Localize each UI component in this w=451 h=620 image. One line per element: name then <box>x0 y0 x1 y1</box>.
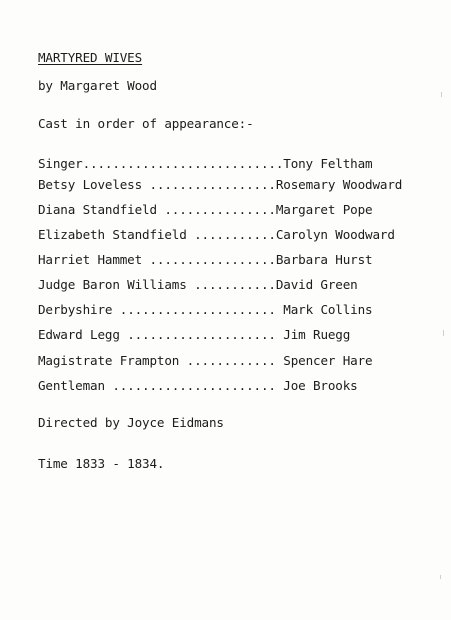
time-line: Time 1833 - 1834. <box>38 456 165 471</box>
scan-mark <box>443 330 444 336</box>
cast-role: Gentleman <box>38 378 105 393</box>
cast-actor: Spencer Hare <box>283 353 373 368</box>
dot-leader: ...................... <box>104 378 284 393</box>
cast-actor: Margaret Pope <box>275 202 373 217</box>
cast-role: Edward Legg <box>38 327 120 342</box>
cast-role: Singer <box>38 156 83 171</box>
cast-row <box>38 177 428 193</box>
dot-leader: ........................... <box>82 156 284 171</box>
cast-row <box>38 378 428 394</box>
cast-actor: Tony Feltham <box>283 156 373 171</box>
dot-leader: ................. <box>142 177 276 192</box>
cast-row <box>38 156 428 172</box>
cast-row <box>38 227 428 243</box>
cast-role: Judge Baron Williams <box>38 277 187 292</box>
cast-row <box>38 277 428 293</box>
cast-row <box>38 302 428 318</box>
scan-mark <box>440 575 441 579</box>
dot-leader: ............... <box>156 202 276 217</box>
cast-role: Harriet Hammet <box>38 252 143 267</box>
cast-row <box>38 252 428 268</box>
cast-role: Magistrate Frampton <box>38 353 180 368</box>
cast-actor: Joe Brooks <box>283 378 358 393</box>
dot-leader: ..................... <box>112 302 284 317</box>
cast-role: Diana Standfield <box>38 202 157 217</box>
director-line: Directed by Joyce Eidmans <box>38 415 224 430</box>
cast-row <box>38 327 428 343</box>
dot-leader: ........... <box>186 227 276 242</box>
cast-actor: Carolyn Woodward <box>275 227 395 242</box>
cast-actor: Jim Ruegg <box>283 327 351 342</box>
dot-leader: ........... <box>186 277 276 292</box>
play-title: MARTYRED WIVES <box>38 50 143 65</box>
author-line: by Margaret Wood <box>38 78 157 93</box>
cast-actor: David Green <box>275 277 358 292</box>
cast-role: Betsy Loveless <box>38 177 143 192</box>
cast-role: Derbyshire <box>38 302 113 317</box>
cast-heading: Cast in order of appearance:- <box>38 116 254 131</box>
cast-actor: Rosemary Woodward <box>275 177 403 192</box>
dot-leader: ................. <box>142 252 276 267</box>
scan-mark <box>441 92 442 97</box>
cast-role: Elizabeth Standfield <box>38 227 187 242</box>
dot-leader: .................... <box>119 327 284 342</box>
dot-leader: ............ <box>179 353 284 368</box>
cast-row <box>38 202 428 218</box>
cast-row <box>38 353 428 369</box>
cast-actor: Mark Collins <box>283 302 373 317</box>
cast-actor: Barbara Hurst <box>275 252 373 267</box>
